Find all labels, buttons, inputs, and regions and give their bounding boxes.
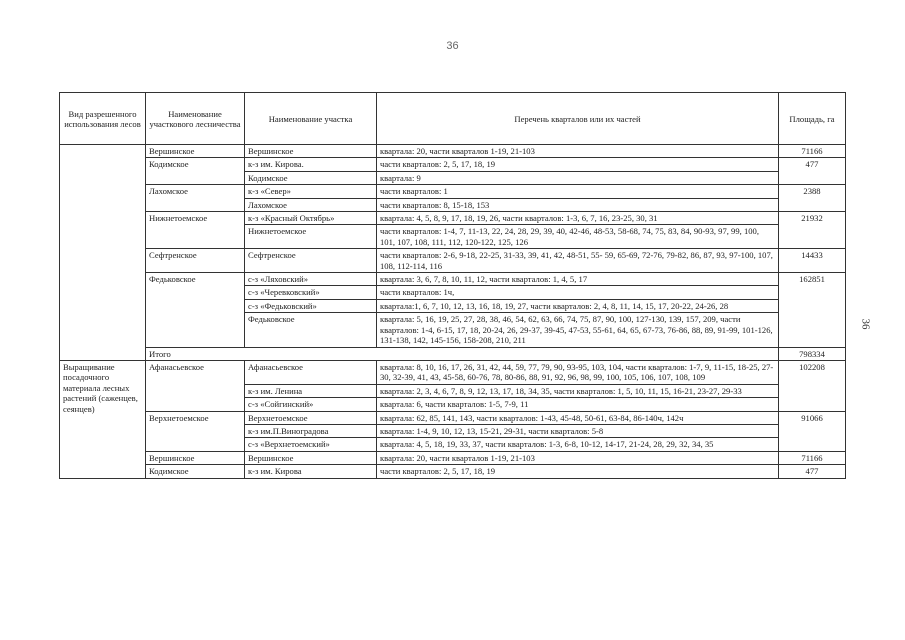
- forestry-cell: Федьковское: [146, 273, 245, 347]
- forestry-cell: Лахомское: [146, 185, 245, 212]
- total-row: [60, 347, 846, 360]
- header-plot: Наименование участка: [245, 93, 377, 145]
- area-cell: 91066: [779, 411, 846, 451]
- header-use-type: Вид разрешенного использования лесов: [60, 93, 146, 145]
- area-cell: 162851: [779, 273, 846, 347]
- quarters-cell: части кварталов: 1ч,: [377, 286, 779, 299]
- plot-cell: Афанасьевское: [245, 360, 377, 384]
- plot-cell: с-з «Ляховский»: [245, 273, 377, 286]
- quarters-cell: квартала: 4, 5, 8, 9, 17, 18, 19, 26, части кварталов: 1-3, 6, 7, 16, 23-25, 30, 31: [377, 212, 779, 225]
- plot-cell: к-з «Красный Октябрь»: [245, 212, 377, 225]
- quarters-cell: квартала: 62, 85, 141, 143, части кварталов: 1-43, 45-48, 50-61, 63-84, 86-140ч, 142ч: [377, 411, 779, 424]
- area-cell: 477: [779, 158, 846, 185]
- plot-cell: с-з «Верхнетоемский»: [245, 438, 377, 451]
- area-cell: 21932: [779, 212, 846, 249]
- table-row: [60, 249, 846, 273]
- table-header-row: [60, 93, 846, 145]
- plot-cell: к-з им. Кирова: [245, 465, 377, 478]
- use-type-cell-empty: [60, 145, 146, 361]
- plot-cell: Верхнетоемское: [245, 411, 377, 424]
- forestry-cell: Вершинское: [146, 145, 245, 158]
- quarters-cell: квартала: 20, части кварталов 1-19, 21-103: [377, 451, 779, 464]
- plot-cell: Нижнетоемское: [245, 225, 377, 249]
- quarters-cell: квартала: 9: [377, 171, 779, 184]
- forest-use-table: [59, 92, 846, 479]
- quarters-cell: квартала: 1-4, 9, 10, 12, 13, 15-21, 29-31, части кварталов: 5-8: [377, 424, 779, 437]
- plot-cell: с-з «Сойгинский»: [245, 398, 377, 411]
- total-area: 798334: [779, 347, 846, 360]
- plot-cell: к-з им. Ленина: [245, 384, 377, 397]
- area-cell: 14433: [779, 249, 846, 273]
- quarters-cell: квартала: 6, части кварталов: 1-5, 7-9, 11: [377, 398, 779, 411]
- quarters-cell: части кварталов: 8, 15-18, 153: [377, 198, 779, 211]
- area-cell: 71166: [779, 145, 846, 158]
- area-cell: 2388: [779, 185, 846, 212]
- plot-cell: Вершинское: [245, 145, 377, 158]
- forestry-cell: Верхнетоемское: [146, 411, 245, 451]
- table-row: [60, 465, 846, 478]
- quarters-cell: части кварталов: 2-6, 9-18, 22-25, 31-33, 39, 41, 42, 48-51, 55- 59, 65-69, 72-76, 79-82, 86, 87, 93, 97-100, 107, 108, 112-114, 116: [377, 249, 779, 273]
- table-row: [60, 185, 846, 198]
- forestry-cell: Афанасьевское: [146, 360, 245, 411]
- quarters-cell: части кварталов: 2, 5, 17, 18, 19: [377, 465, 779, 478]
- plot-cell: к-з им. Кирова.: [245, 158, 377, 171]
- forestry-cell: Кодимское: [146, 158, 245, 185]
- plot-cell: к-з «Север»: [245, 185, 377, 198]
- table-row: [60, 411, 846, 424]
- plot-cell: Лахомское: [245, 198, 377, 211]
- area-cell: 477: [779, 465, 846, 478]
- quarters-cell: части кварталов: 2, 5, 17, 18, 19: [377, 158, 779, 171]
- page-number-top: 36: [446, 40, 459, 52]
- quarters-cell: части кварталов: 1: [377, 185, 779, 198]
- quarters-cell: части кварталов: 1-4, 7, 11-13, 22, 24, 28, 29, 39, 40, 42-46, 48-53, 58-68, 74, 75, 83, 84, 90-93, 97, 99, 100, 101, 107, 108, 111, 112, 120-122, 125, 126: [377, 225, 779, 249]
- total-label: Итого: [146, 347, 779, 360]
- header-quarters: Перечень кварталов или их частей: [377, 93, 779, 145]
- quarters-cell: квартала:1, 6, 7, 10, 12, 13, 16, 18, 19, 27, части кварталов: 2, 4, 8, 11, 14, 15, 17, 20-22, 24-26, 28: [377, 299, 779, 312]
- plot-cell: к-з им.П.Виноградова: [245, 424, 377, 437]
- header-area: Площадь, га: [779, 93, 846, 145]
- quarters-cell: квартала: 5, 16, 19, 25, 27, 28, 38, 46, 54, 62, 63, 66, 74, 75, 87, 90, 100, 127-130, 139, 157, 209, части кварталов: 1-4, 6-15, 17, 18, 20-24, 26, 29-37, 39-45, 47-53, 55-61, 64, 65, 67-73, 76-86, 88, 89, 91-99, 101-126, 131-138, 142, 145-156, 158-208, 210, 211: [377, 313, 779, 347]
- plot-cell: с-з «Черевковский»: [245, 286, 377, 299]
- plot-cell: с-з «Федьковский»: [245, 299, 377, 312]
- plot-cell: Кодимское: [245, 171, 377, 184]
- quarters-cell: квартала: 3, 6, 7, 8, 10, 11, 12, части кварталов: 1, 4, 5, 17: [377, 273, 779, 286]
- area-cell: 71166: [779, 451, 846, 464]
- quarters-cell: квартала: 20, части кварталов 1-19, 21-103: [377, 145, 779, 158]
- quarters-cell: квартала: 8, 10, 16, 17, 26, 31, 42, 44, 59, 77, 79, 90, 93-95, 103, 104, части кварталов: 1-7, 9, 11-15, 18-25, 27-30, 32-39, 41, 43, 45-58, 60-76, 78, 80-86, 88, 91, 92, 96, 98, 99, 100, 105, 106, 107, 108, 109: [377, 360, 779, 384]
- page-number-side: 36: [859, 318, 872, 330]
- table-row: [60, 158, 846, 171]
- table-row: [60, 145, 846, 158]
- forestry-cell: Сефтренское: [146, 249, 245, 273]
- forestry-cell: Нижнетоемское: [146, 212, 245, 249]
- table-row: [60, 212, 846, 225]
- plot-cell: Сефтренское: [245, 249, 377, 273]
- forestry-cell: Кодимское: [146, 465, 245, 478]
- quarters-cell: квартала: 2, 3, 4, 6, 7, 8, 9, 12, 13, 17, 18, 34, 35, части кварталов: 1, 5, 10, 11, 15, 16-21, 23-27, 29-33: [377, 384, 779, 397]
- plot-cell: Вершинское: [245, 451, 377, 464]
- table-row: [60, 360, 846, 384]
- use-type-cell: Выращивание посадочного материала лесных растений (саженцев, сеянцев): [60, 360, 146, 478]
- table-row: [60, 451, 846, 464]
- forestry-cell: Вершинское: [146, 451, 245, 464]
- header-forestry: Наименование участкового лесничества: [146, 93, 245, 145]
- area-cell: 102208: [779, 360, 846, 411]
- plot-cell: Федьковское: [245, 313, 377, 347]
- table-row: [60, 273, 846, 286]
- quarters-cell: квартала: 4, 5, 18, 19, 33, 37, части кварталов: 1-3, 6-8, 10-12, 14-17, 21-24, 28, 29, 32, 34, 35: [377, 438, 779, 451]
